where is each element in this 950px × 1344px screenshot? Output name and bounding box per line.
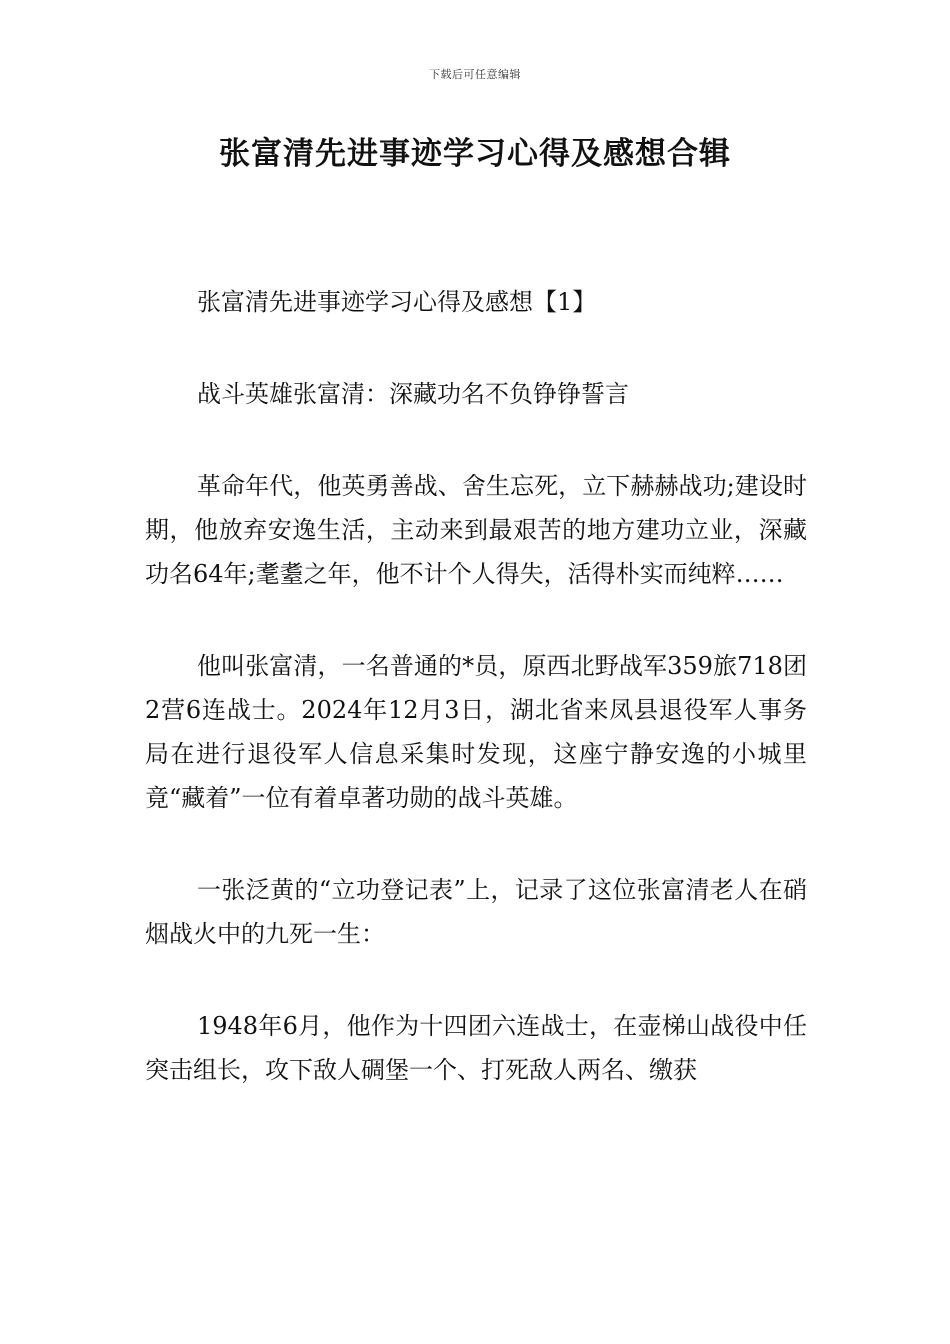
paragraph: 一张泛黄的“立功登记表”上，记录了这位张富清老人在硝烟战火中的九死一生：: [145, 876, 807, 948]
document-title: 张富清先进事迹学习心得及感想合辑: [219, 136, 731, 172]
section-title: 张富清先进事迹学习心得及感想【1】: [197, 288, 597, 316]
article-subtitle: 战斗英雄张富清：深藏功名不负铮铮誓言: [197, 380, 629, 408]
header-note: 下载后可任意编辑: [429, 68, 521, 81]
paragraph: 革命年代，他英勇善战、舍生忘死，立下赫赫战功;建设时期，他放弃安逸生活，主动来到最艰苦的地方建功立业，深藏功名64年;耄耋之年，他不计个人得失，活得朴实而纯粹……: [145, 472, 807, 588]
document-body: [145, 280, 807, 1140]
paragraph: 他叫张富清，一名普通的*员，原西北野战军359旅718团2营6连战士。2024年12月3日，湖北省来凤县退役军人事务局在进行退役军人信息采集时发现，这座宁静安逸的小城里竟“藏着”一位有着卓著功勋的战斗英雄。: [145, 652, 807, 812]
paragraph: 1948年6月，他作为十四团六连战士，在壶梯山战役中任突击组长，攻下敌人碉堡一个、打死敌人两名、缴获: [145, 1012, 807, 1084]
